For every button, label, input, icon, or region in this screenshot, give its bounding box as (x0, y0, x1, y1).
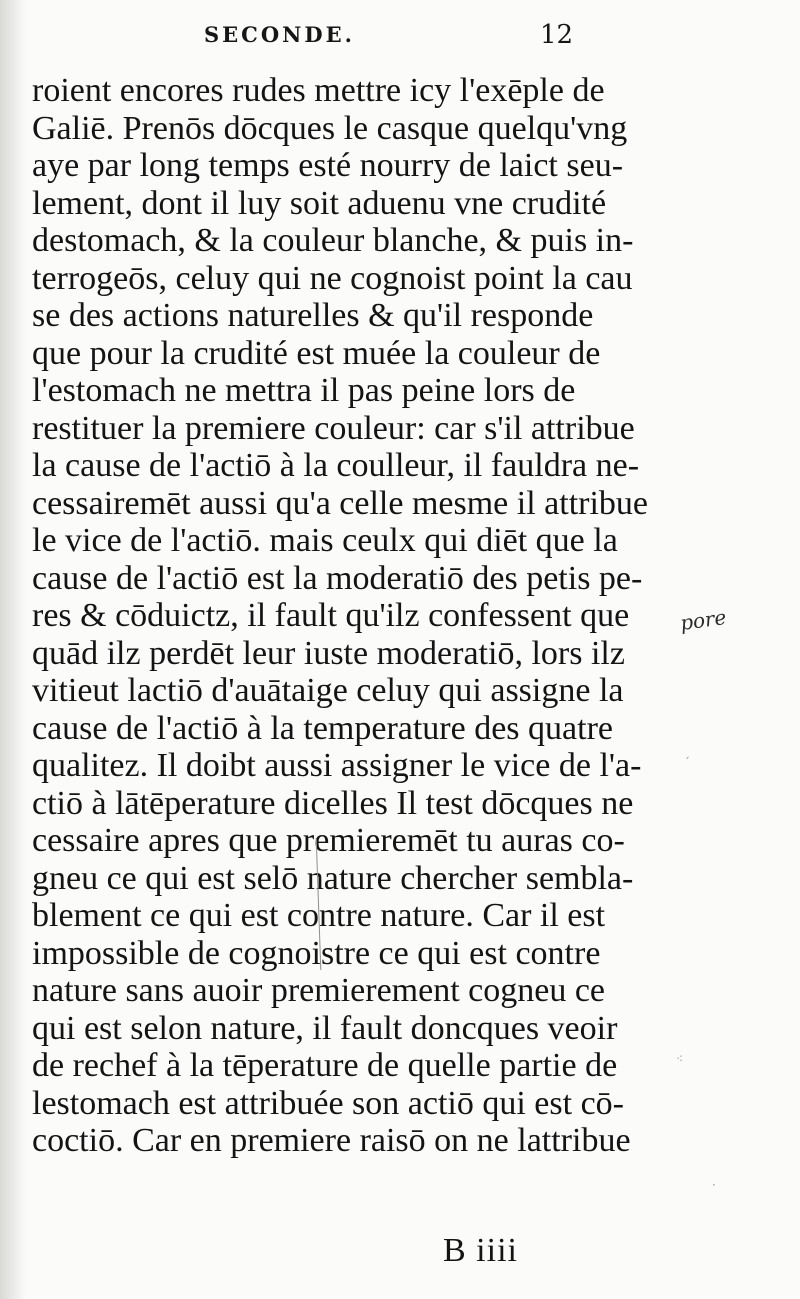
text-line: qui est selon nature, il fault doncques veoir (32, 1009, 618, 1047)
text-line: la cause de l'actiō à la coulleur, il fauldra ne- (32, 447, 640, 484)
text-line: destomach, & la couleur blanche, & puis in- (32, 222, 634, 259)
text-line: gneu ce qui est selō nature chercher sembla- (32, 859, 634, 897)
handwritten-margin-note: pore (678, 604, 728, 636)
text-line: ctiō à lātēperature dicelles Il test dōcques ne (32, 784, 634, 822)
text-line: cause de l'actiō à la temperature des quatre (32, 709, 613, 747)
text-line: le vice de l'actiō. mais ceulx qui diēt que la (32, 522, 618, 559)
text-line: nature sans auoir premierement cogneu ce (32, 972, 606, 1009)
running-header: SECONDE. (204, 22, 355, 47)
page-gutter-shadow (0, 0, 26, 1299)
text-line: res & cōduictz, il fault qu'ilz confessent que (32, 597, 630, 634)
signature-mark: B iiii (443, 1232, 518, 1269)
page-number: 12 (540, 20, 574, 50)
text-line: terrogeōs, celuy qui ne cognoist point la cau (32, 259, 633, 297)
body-text (32, 72, 672, 1160)
text-line: l'estomach ne mettra il pas peine lors de (32, 372, 576, 409)
text-line: cessairemēt aussi qu'a celle mesme il attribue (32, 484, 649, 522)
ink-speck: ˏ (684, 745, 690, 759)
text-line: restituer la premiere couleur: car s'il attribue (32, 409, 635, 447)
text-line: cessaire apres que premieremēt tu auras co- (32, 822, 625, 859)
text-line: impossible de cognoistre ce qui est contre (32, 934, 601, 972)
text-line: coctiō. Car en premiere raisō on ne lattribue (32, 1122, 631, 1159)
text-line: roient encores rudes mettre icy l'exēple de (32, 72, 605, 109)
ink-speck: ⁖ (676, 1052, 684, 1066)
text-line: aye par long temps esté nourry de laict seu- (32, 147, 624, 184)
ink-speck: · (712, 1178, 716, 1192)
text-line: de rechef à la tēperature de quelle partie de (32, 1047, 618, 1084)
text-line: lestomach est attribuée son actiō qui est cō- (32, 1084, 624, 1122)
text-line: que pour la crudité est muée la couleur de (32, 334, 601, 372)
text-line: blement ce qui est contre nature. Car il est (32, 897, 606, 934)
text-line: se des actions naturelles & qu'il responde (32, 297, 594, 334)
text-line: quād ilz perdēt leur iuste moderatiō, lors ilz (32, 634, 625, 672)
text-line: qualitez. Il doibt aussi assigner le vice de l'a- (32, 747, 642, 784)
text-line: lement, dont il luy soit aduenu vne crudité (32, 184, 607, 222)
text-line: cause de l'actiō est la moderatiō des petis pe- (32, 559, 643, 597)
text-line: Galiē. Prenōs dōcques le casque quelqu'vng (32, 109, 628, 147)
text-line: vitieut lactiō d'auātaige celuy qui assigne la (32, 672, 624, 709)
